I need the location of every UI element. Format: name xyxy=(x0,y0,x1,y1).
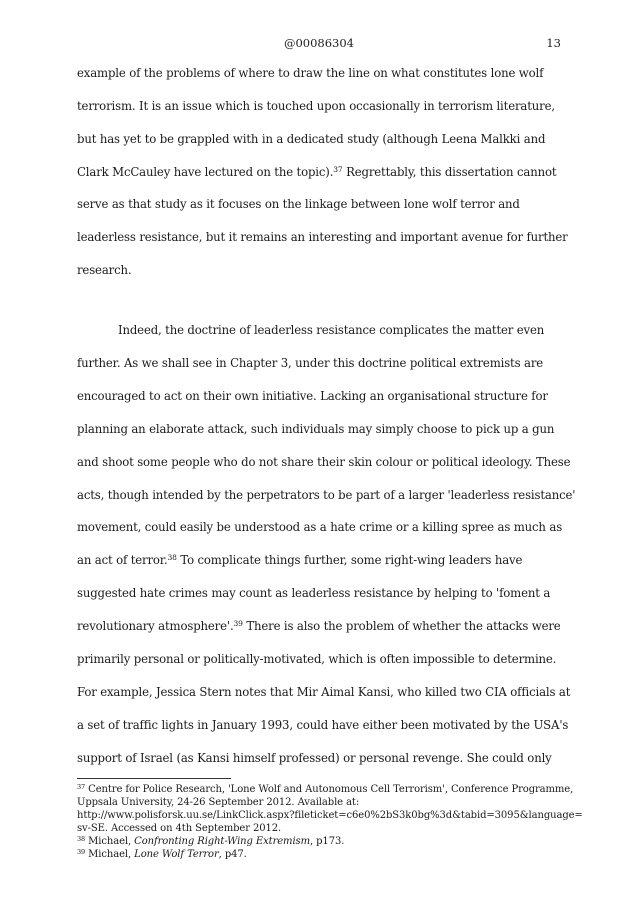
footnote-37-url[interactable]: http://www.polisforsk.uu.se/LinkClick.aspx?fileticket=c6e0%2bS3k0bg%3d&tabid=3095&language= xyxy=(77,810,583,821)
body-line: primarily personal or politically-motivated, which is often impossible to determine. xyxy=(77,652,557,666)
footnote-38 xyxy=(77,836,344,847)
body-line-text: revolutionary atmosphere'. xyxy=(77,619,234,633)
footnote-pages: , p173. xyxy=(309,836,345,847)
body-line xyxy=(77,165,556,179)
footnote-author: Michael, xyxy=(85,849,135,860)
footnote-number: 39 xyxy=(77,848,86,856)
footnote-39 xyxy=(77,849,247,860)
body-line: serve as that study as it focuses on the linkage between lone wolf terror and xyxy=(77,197,520,211)
footnote-37-line: Uppsala University, 24-26 September 2012. Available at: xyxy=(77,797,360,808)
footnote-book-title: Confronting Right-Wing Extremism xyxy=(134,836,310,847)
body-line: For example, Jessica Stern notes that Mir Aimal Kansi, who killed two CIA officials at xyxy=(77,685,571,699)
body-line: a set of traffic lights in January 1993, could have either been motivated by the USA's xyxy=(77,718,569,732)
body-line-text: There is also the problem of whether the attacks were xyxy=(242,619,561,633)
body-line: encouraged to act on their own initiative. Lacking an organisational structure for xyxy=(77,389,548,403)
body-line: acts, though intended by the perpetrators to be part of a larger 'leaderless resistance' xyxy=(77,488,576,502)
body-line: research. xyxy=(77,263,132,277)
body-line: terrorism. It is an issue which is touched upon occasionally in terrorism literature, xyxy=(77,99,555,113)
body-line xyxy=(77,553,522,567)
footnote-number: 37 xyxy=(77,783,86,791)
footnote-ref-37[interactable]: 37 xyxy=(333,165,343,174)
body-line-text: Clark McCauley have lectured on the topic). xyxy=(77,165,334,179)
body-line: Indeed, the doctrine of leaderless resistance complicates the matter even xyxy=(118,323,545,337)
footnote-divider xyxy=(77,778,231,779)
body-line xyxy=(77,619,561,633)
footnote-ref-38[interactable]: 38 xyxy=(167,553,177,562)
body-line: movement, could easily be understood as a hate crime or a killing spree as much as xyxy=(77,520,563,534)
body-line-text: To complicate things further, some right-wing leaders have xyxy=(176,553,523,567)
body-line: planning an elaborate attack, such individuals may simply choose to pick up a gun xyxy=(77,422,555,436)
footnote-pages: , p47. xyxy=(218,849,247,860)
body-line: leaderless resistance, but it remains an interesting and important avenue for further xyxy=(77,230,568,244)
body-line: and shoot some people who do not share their skin colour or political ideology. These xyxy=(77,455,571,469)
body-line: but has yet to be grappled with in a dedicated study (although Leena Malkki and xyxy=(77,132,546,146)
header-title: @00086304 xyxy=(283,36,355,50)
footnote-ref-39[interactable]: 39 xyxy=(233,619,243,628)
body-line: example of the problems of where to draw the line on what constitutes lone wolf xyxy=(77,66,544,80)
body-line-text: an act of terror. xyxy=(77,553,168,567)
footnote-text: Centre for Police Research, 'Lone Wolf and Autonomous Cell Terrorism', Conference Programme, xyxy=(85,784,574,795)
footnote-37-line: sv-SE. Accessed on 4th September 2012. xyxy=(77,823,282,834)
page-number: 13 xyxy=(546,36,561,50)
footnote-number: 38 xyxy=(77,835,86,843)
body-line-text: Regrettably, this dissertation cannot xyxy=(342,165,557,179)
body-line: suggested hate crimes may count as leaderless resistance by helping to 'foment a xyxy=(77,586,551,600)
body-line: support of Israel (as Kansi himself professed) or personal revenge. She could only xyxy=(77,751,552,765)
footnote-37 xyxy=(77,784,573,795)
footnote-author: Michael, xyxy=(85,836,135,847)
body-line: further. As we shall see in Chapter 3, under this doctrine political extremists are xyxy=(77,356,544,370)
footnote-book-title: Lone Wolf Terror xyxy=(134,849,219,860)
